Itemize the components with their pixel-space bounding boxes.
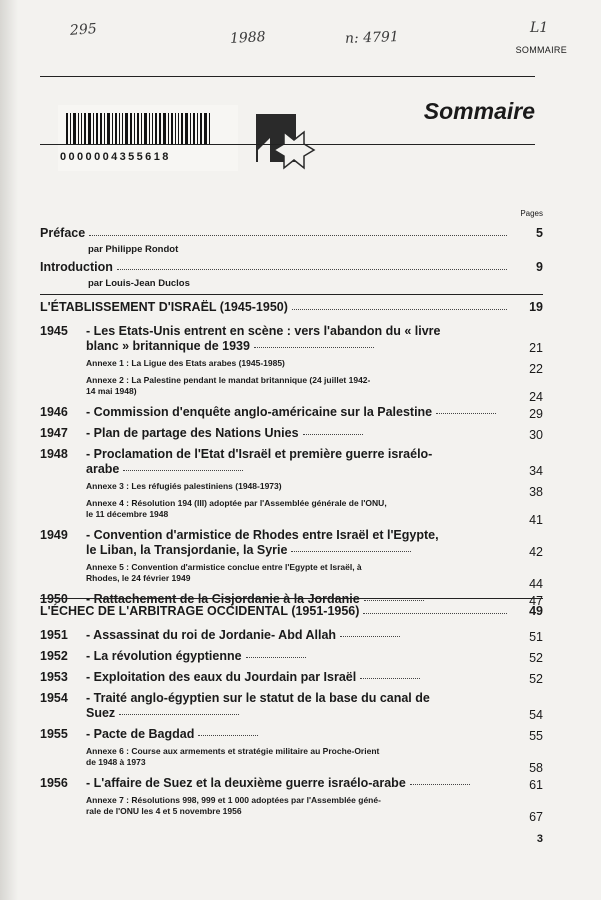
item-year: 1945 bbox=[40, 324, 68, 338]
leader-dots bbox=[364, 600, 424, 601]
page-ref: 5 bbox=[536, 226, 543, 240]
leader-dots bbox=[360, 678, 420, 679]
item-line bbox=[40, 691, 507, 706]
toc-item bbox=[40, 691, 507, 721]
item-line bbox=[40, 543, 507, 558]
annex-line: Annexe 6 : Course aux armements et stratégie militaire au Proche-Orient bbox=[86, 746, 380, 756]
toc-row bbox=[40, 604, 543, 618]
item-line bbox=[40, 706, 507, 721]
page-ref: 49 bbox=[529, 604, 543, 618]
page-ref: 24 bbox=[529, 390, 543, 404]
leader-dots bbox=[119, 714, 239, 715]
item-dash: - bbox=[86, 670, 94, 684]
page-ref: 47 bbox=[529, 594, 543, 608]
page-ref: 9 bbox=[536, 260, 543, 274]
page-title: Sommaire bbox=[423, 98, 535, 124]
section-rule bbox=[40, 598, 543, 599]
item-text: Traité anglo-égyptien sur le statut de la base du canal de bbox=[93, 691, 430, 705]
item-text: Suez bbox=[86, 706, 116, 720]
handwritten-note-left: 295 bbox=[69, 21, 98, 39]
item-line bbox=[40, 426, 507, 441]
item-text: Proclamation de l'Etat d'Israël et première guerre israélo- bbox=[93, 447, 433, 461]
leader-dots bbox=[246, 657, 306, 658]
page-ref: 58 bbox=[529, 761, 543, 775]
item-line bbox=[40, 339, 507, 354]
leader-dots bbox=[89, 235, 507, 236]
leader-dots bbox=[292, 309, 507, 310]
item-text: arabe bbox=[86, 462, 120, 476]
annex-entry bbox=[86, 746, 507, 768]
page-ref: 21 bbox=[529, 341, 543, 355]
leader-dots bbox=[363, 613, 507, 614]
item-line bbox=[40, 628, 507, 643]
item-year: 1950 bbox=[40, 592, 68, 606]
page-ref: 29 bbox=[529, 407, 543, 421]
scan-edge bbox=[0, 0, 18, 900]
annex-line: Annexe 7 : Résolutions 998, 999 et 1 000 adoptées par l'Assemblée géné- bbox=[86, 795, 381, 805]
annex-entry bbox=[86, 358, 507, 369]
item-dash: - bbox=[86, 776, 94, 790]
item-year: 1948 bbox=[40, 447, 68, 461]
toc-item bbox=[40, 426, 507, 441]
toc-item bbox=[40, 776, 507, 791]
item-line bbox=[40, 462, 507, 477]
page-ref: 52 bbox=[529, 672, 543, 686]
toc-row bbox=[40, 300, 543, 314]
handwritten-note-year: 1988 bbox=[229, 29, 267, 47]
entry-author: par Philippe Rondot bbox=[88, 244, 179, 255]
item-dash: - bbox=[86, 528, 94, 542]
page-ref: 34 bbox=[529, 464, 543, 478]
running-header: SOMMAIRE bbox=[515, 45, 567, 55]
page-ref: 19 bbox=[529, 300, 543, 314]
item-text: Exploitation des eaux du Jourdain par Israël bbox=[93, 670, 357, 684]
item-year: 1956 bbox=[40, 776, 68, 790]
item-text: Pacte de Bagdad bbox=[93, 727, 195, 741]
page-ref: 42 bbox=[529, 545, 543, 559]
item-line bbox=[40, 649, 507, 664]
item-year: 1946 bbox=[40, 405, 68, 419]
item-text: blanc » britannique de 1939 bbox=[86, 339, 250, 353]
section-title: L'ÉTABLISSEMENT D'ISRAËL (1945-1950) bbox=[40, 300, 288, 314]
leader-dots bbox=[436, 413, 496, 414]
page-ref: 51 bbox=[529, 630, 543, 644]
item-line bbox=[40, 670, 507, 685]
item-text: Plan de partage des Nations Unies bbox=[93, 426, 299, 440]
page-ref: 52 bbox=[529, 651, 543, 665]
item-line bbox=[40, 447, 507, 462]
toc-row bbox=[40, 260, 543, 274]
handwritten-note-number: n: 4791 bbox=[344, 29, 400, 47]
toc-item bbox=[40, 528, 507, 558]
item-text: Les Etats-Unis entrent en scène : vers l'abandon du « livre bbox=[93, 324, 441, 338]
toc-item bbox=[40, 727, 507, 742]
toc-item bbox=[40, 405, 507, 420]
page-ref: 22 bbox=[529, 362, 543, 376]
item-text: L'affaire de Suez et la deuxième guerre israélo-arabe bbox=[93, 776, 406, 790]
annex-line: le 11 décembre 1948 bbox=[86, 509, 169, 519]
toc-item bbox=[40, 447, 507, 477]
page-number: 3 bbox=[536, 833, 543, 845]
item-dash: - bbox=[86, 405, 94, 419]
handwritten-note-corner: L1 bbox=[530, 20, 549, 36]
entry-label: Introduction bbox=[40, 260, 113, 274]
annex-line: Rhodes, le 24 février 1949 bbox=[86, 573, 191, 583]
toc-item bbox=[40, 649, 507, 664]
annex-line: de 1948 à 1973 bbox=[86, 757, 146, 767]
item-text: Assassinat du roi de Jordanie- Abd Allah bbox=[93, 628, 337, 642]
item-year: 1955 bbox=[40, 727, 68, 741]
page-ref: 41 bbox=[529, 513, 543, 527]
annex-entry bbox=[86, 498, 507, 520]
item-year: 1952 bbox=[40, 649, 68, 663]
item-dash: - bbox=[86, 592, 94, 606]
leader-dots bbox=[291, 551, 411, 552]
item-line bbox=[40, 405, 507, 420]
toc-item bbox=[40, 670, 507, 685]
annex-line: rale de l'ONU les 4 et 5 novembre 1956 bbox=[86, 806, 242, 816]
page-ref: 54 bbox=[529, 708, 543, 722]
item-year: 1949 bbox=[40, 528, 68, 542]
annex-line: Annexe 1 : La Ligue des Etats arabes (1945-1985) bbox=[86, 358, 285, 368]
page-ref: 30 bbox=[529, 428, 543, 442]
item-text: Convention d'armistice de Rhodes entre Israël et l'Egypte, bbox=[93, 528, 439, 542]
annex-line: Annexe 3 : Les réfugiés palestiniens (1948-1973) bbox=[86, 481, 282, 491]
toc-row bbox=[40, 226, 543, 240]
item-dash: - bbox=[86, 324, 94, 338]
leader-dots bbox=[340, 636, 400, 637]
item-text: le Liban, la Transjordanie, la Syrie bbox=[86, 543, 288, 557]
item-line bbox=[40, 776, 507, 791]
item-year: 1951 bbox=[40, 628, 68, 642]
annex-line: 14 mai 1948) bbox=[86, 386, 137, 396]
annex-entry bbox=[86, 375, 507, 397]
item-text: Commission d'enquête anglo-américaine sur la Palestine bbox=[93, 405, 433, 419]
item-dash: - bbox=[86, 628, 94, 642]
page-ref: 55 bbox=[529, 729, 543, 743]
item-dash: - bbox=[86, 691, 94, 705]
annex-entry bbox=[86, 562, 507, 584]
item-year: 1947 bbox=[40, 426, 68, 440]
item-year: 1953 bbox=[40, 670, 68, 684]
toc-item bbox=[40, 324, 507, 354]
item-text: Rattachement de la Cisjordanie à la Jordanie bbox=[93, 592, 360, 606]
leader-dots bbox=[198, 735, 258, 736]
item-dash: - bbox=[86, 727, 94, 741]
section-title: L'ÉCHEC DE L'ARBITRAGE OCCIDENTAL (1951-1956) bbox=[40, 604, 360, 618]
table-of-contents bbox=[40, 0, 543, 900]
page-ref: 38 bbox=[529, 485, 543, 499]
annex-line: Annexe 2 : La Palestine pendant le mandat britannique (24 juillet 1942- bbox=[86, 375, 371, 385]
item-line bbox=[40, 324, 507, 339]
item-text: La révolution égyptienne bbox=[93, 649, 242, 663]
item-line bbox=[40, 528, 507, 543]
item-dash: - bbox=[86, 447, 94, 461]
page-ref: 67 bbox=[529, 810, 543, 824]
annex-entry bbox=[86, 795, 507, 817]
annex-entry bbox=[86, 481, 507, 492]
leader-dots bbox=[303, 434, 363, 435]
leader-dots bbox=[254, 347, 374, 348]
entry-label: Préface bbox=[40, 226, 86, 240]
item-dash: - bbox=[86, 649, 94, 663]
item-year: 1954 bbox=[40, 691, 68, 705]
leader-dots bbox=[410, 784, 470, 785]
pages-column-heading: Pages bbox=[520, 209, 543, 218]
toc-item bbox=[40, 628, 507, 643]
item-line bbox=[40, 727, 507, 742]
leader-dots bbox=[117, 269, 507, 270]
leader-dots bbox=[123, 470, 243, 471]
page-ref: 44 bbox=[529, 577, 543, 591]
page-ref: 61 bbox=[529, 778, 543, 792]
entry-author: par Louis-Jean Duclos bbox=[88, 278, 190, 289]
item-dash: - bbox=[86, 426, 94, 440]
barcode-number: 0000004355618 bbox=[60, 151, 171, 163]
annex-line: Annexe 4 : Résolution 194 (III) adoptée par l'Assemblée générale de l'ONU, bbox=[86, 498, 387, 508]
section-rule bbox=[40, 294, 543, 295]
annex-line: Annexe 5 : Convention d'armistice conclue entre l'Egypte et Israël, à bbox=[86, 562, 362, 572]
